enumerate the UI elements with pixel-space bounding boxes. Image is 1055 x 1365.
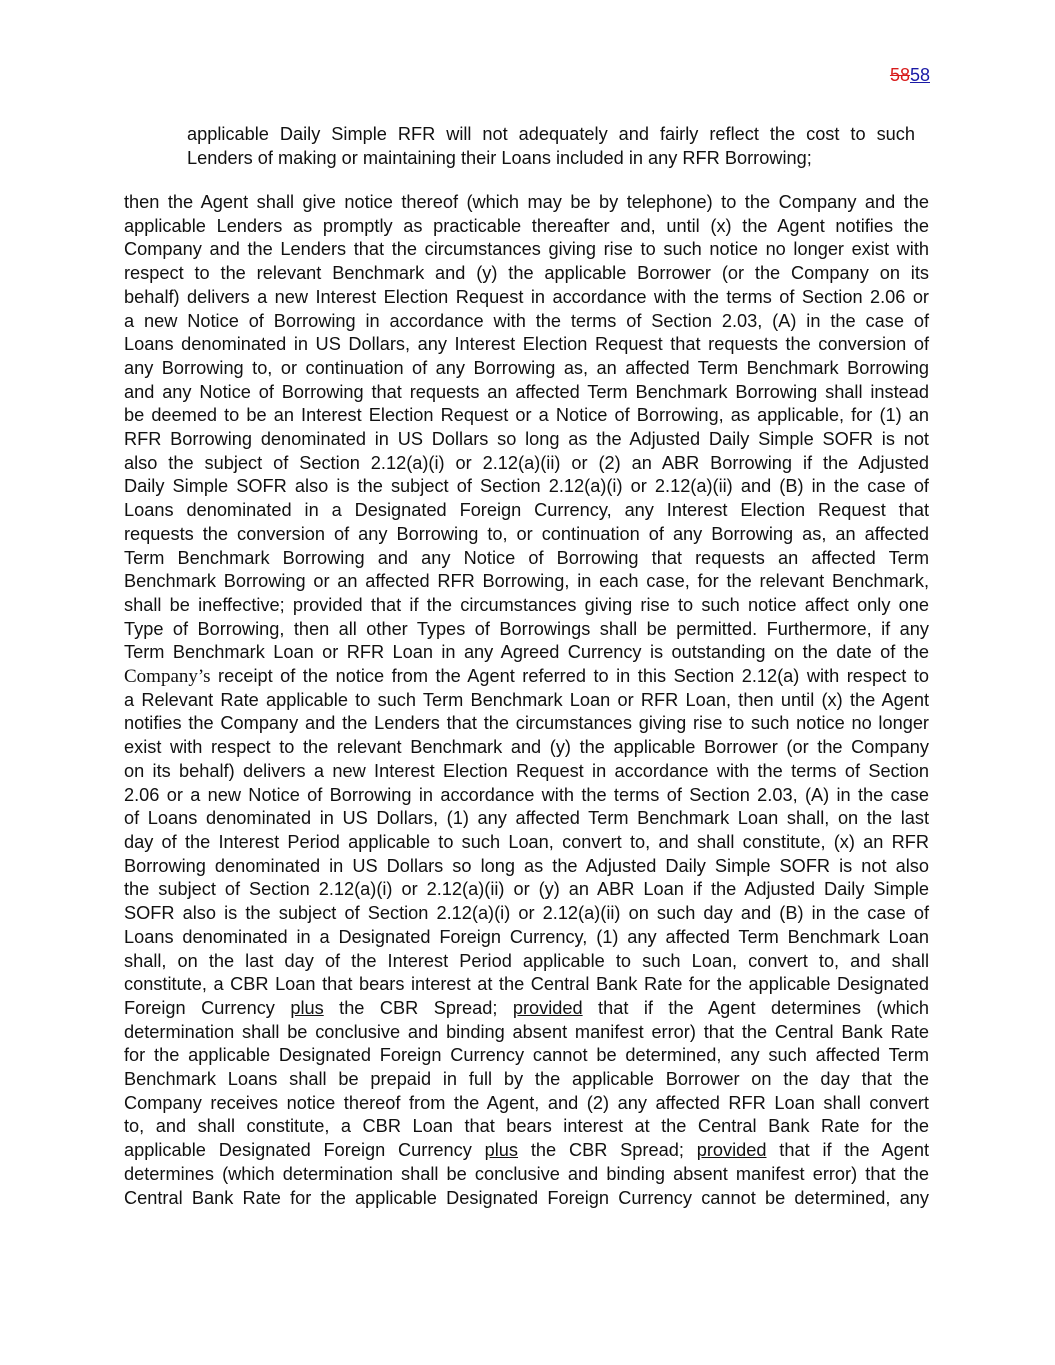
- paragraph-main: [124, 191, 929, 1210]
- text-line: Loans denominated in US Dollars, any Interest Election Request that requests the conversion of: [124, 334, 929, 355]
- text-run: the CBR Spread;: [323, 997, 513, 1018]
- text-line: of Loans denominated in US Dollars, (1) any affected Term Benchmark Loan shall, on the last: [124, 808, 929, 829]
- page-number-inserted: 58: [909, 65, 930, 85]
- text-run: applicable Designated Foreign Currency: [124, 1140, 485, 1161]
- text-line: Term Benchmark Borrowing and any Notice of Borrowing that requests an affected Term: [124, 547, 929, 568]
- text-line: determination shall be conclusive and binding absent manifest error) that the Central Bank Rate: [124, 1021, 929, 1042]
- text-line: determines (which determination shall be conclusive and binding absent manifest error) that the: [124, 1163, 929, 1184]
- text-line: and any Notice of Borrowing that requests an affected Term Benchmark Borrowing shall instead: [124, 381, 929, 402]
- text-line: the subject of Section 2.12(a)(i) or 2.12(a)(ii) or (y) an ABR Loan if the Adjusted Daily Simple: [124, 879, 929, 900]
- text-line: Loans denominated in a Designated Foreign Currency, (1) any affected Term Benchmark Loan: [124, 926, 929, 947]
- text-line: a Relevant Rate applicable to such Term Benchmark Loan or RFR Loan, then until (x) the Agent: [124, 689, 929, 710]
- text-line: Term Benchmark Loan or RFR Loan in any Agreed Currency is outstanding on the date of the: [124, 642, 929, 663]
- text-line: for the applicable Designated Foreign Currency cannot be determined, any such affected Term: [124, 1045, 929, 1066]
- text-line: Type of Borrowing, then all other Types of Borrowings shall be permitted. Furthermore, if any: [124, 618, 929, 639]
- text-line: be deemed to be an Interest Election Request or a Notice of Borrowing, as applicable, for (1) an: [124, 405, 929, 426]
- text-line: behalf) delivers a new Interest Election Request in accordance with the terms of Section 2.06 or: [124, 286, 929, 307]
- text-line: Benchmark Borrowing or an affected RFR Borrowing, in each case, for the relevant Benchmark,: [124, 571, 929, 592]
- text-line: Central Bank Rate for the applicable Designated Foreign Currency cannot be determined, any: [124, 1187, 929, 1208]
- text-line: RFR Borrowing denominated in US Dollars so long as the Adjusted Daily Simple SOFR is not: [124, 429, 929, 450]
- text-line-underlined-terms: [124, 997, 929, 1021]
- text-line: Lenders of making or maintaining their Loans included in any RFR Borrowing;: [187, 147, 812, 168]
- text-line: applicable Daily Simple RFR will not adequately and fairly reflect the cost to such: [187, 124, 915, 144]
- text-line: Company receives notice thereof from the Agent, and (2) any affected RFR Loan shall convert: [124, 1092, 929, 1113]
- underlined-term: provided: [696, 1140, 767, 1161]
- text-line: constitute, a CBR Loan that bears interest at the Central Bank Rate for the applicable Designated: [124, 974, 929, 995]
- text-line: then the Agent shall give notice thereof (which may be by telephone) to the Company and the: [124, 192, 929, 212]
- text-line: shall, on the last day of the Interest Period applicable to such Loan, convert to, and shall: [124, 950, 929, 971]
- text-line: SOFR also is the subject of Section 2.12(a)(i) or 2.12(a)(ii) on such day and (B) in the case of: [124, 903, 929, 924]
- text-line: Company and the Lenders that the circumstances giving rise to such notice no longer exist with: [124, 239, 929, 260]
- text-line: on its behalf) delivers a new Interest Election Request in accordance with the terms of Section: [124, 760, 929, 781]
- text-line: a new Notice of Borrowing in accordance with the terms of Section 2.03, (A) in the case of: [124, 310, 929, 331]
- text-line: Benchmark Loans shall be prepaid in full by the applicable Borrower on the day that the: [124, 1069, 929, 1090]
- serif-word: Company’s: [124, 666, 211, 688]
- underlined-term: plus: [290, 997, 324, 1018]
- text-line: exist with respect to the relevant Benchmark and (y) the applicable Borrower (or the Company: [124, 737, 929, 758]
- text-line: any Borrowing to, or continuation of any Borrowing as, an affected Term Benchmark Borrowing: [124, 357, 929, 378]
- text-run: that if the Agent: [766, 1140, 930, 1161]
- text-line: respect to the relevant Benchmark and (y) the applicable Borrower (or the Company on its: [124, 263, 929, 284]
- text-run: that if the Agent determines (which: [582, 997, 929, 1018]
- text-run: receipt of the notice from the Agent referred to in this Section 2.12(a) with respect to: [210, 666, 929, 687]
- text-run: the CBR Spread;: [518, 1140, 697, 1161]
- text-line: requests the conversion of any Borrowing to, or continuation of any Borrowing as, an affected: [124, 523, 929, 544]
- text-line: Loans denominated in a Designated Foreign Currency, any Interest Election Request that: [124, 500, 929, 521]
- page-number-deleted: 58: [889, 65, 910, 85]
- paragraph-indented: [187, 123, 915, 170]
- underlined-term: provided: [512, 997, 583, 1018]
- text-line-mixed-font: [124, 665, 929, 689]
- text-line: shall be ineffective; provided that if the circumstances giving rise to such notice affect only one: [124, 594, 929, 615]
- text-run: Foreign Currency: [124, 997, 291, 1018]
- text-line: applicable Lenders as promptly as practicable thereafter and, until (x) the Agent notifies the: [124, 215, 929, 236]
- text-line: Daily Simple SOFR also is the subject of Section 2.12(a)(i) or 2.12(a)(ii) and (B) in the case of: [124, 476, 929, 497]
- text-line-underlined-terms: [124, 1139, 929, 1163]
- text-line: 2.06 or a new Notice of Borrowing in accordance with the terms of Section 2.03, (A) in the case: [124, 784, 929, 805]
- text-line: also the subject of Section 2.12(a)(i) or 2.12(a)(ii) or (2) an ABR Borrowing if the Adjusted: [124, 452, 929, 473]
- text-line: notifies the Company and the Lenders that the circumstances giving rise to such notice no longer: [124, 713, 929, 734]
- text-line: to, and shall constitute, a CBR Loan that bears interest at the Central Bank Rate for the: [124, 1116, 929, 1137]
- text-line: Borrowing denominated in US Dollars so long as the Adjusted Daily Simple SOFR is not also: [124, 855, 929, 876]
- page-number: [890, 64, 930, 86]
- underlined-term: plus: [484, 1140, 519, 1161]
- text-line: day of the Interest Period applicable to such Loan, convert to, and shall constitute, (x) an RFR: [124, 831, 929, 852]
